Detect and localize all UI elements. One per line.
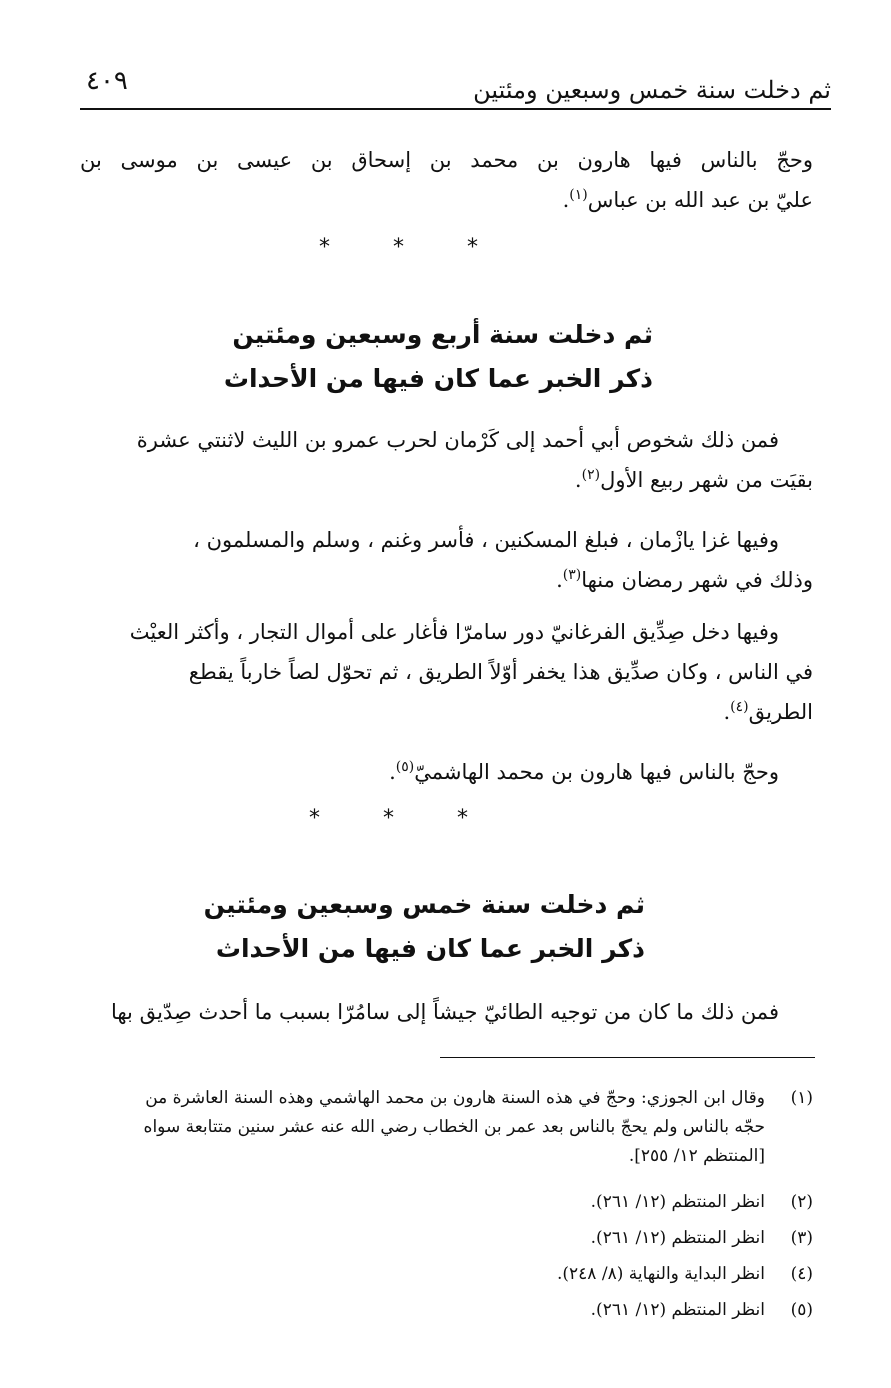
footnote-line: وقال ابن الجوزي: وحجّ في هذه السنة هارون بن محمد الهاشمي وهذه السنة العاشرة من xyxy=(145,1088,765,1108)
punctuation: . xyxy=(574,468,582,492)
paragraph-line xyxy=(80,180,813,220)
paragraph-line: فمن ذلك شخوص أبي أحمد إلى كَرْمان لحرب عمرو بن الليث لاثنتي عشرة xyxy=(136,428,779,452)
section-subheading: ذكر الخبر عما كان فيها من الأحداث xyxy=(215,934,645,963)
footnote-number: (١) xyxy=(790,1088,813,1108)
footnote-number: (٢) xyxy=(790,1192,813,1212)
footnote-line: [المنتظم ١٢/ ٢٥٥]. xyxy=(628,1146,765,1166)
paragraph-line: وحجّ بالناس فيها هارون بن محمد بن إسحاق بن عيسى بن موسى بن xyxy=(80,148,813,172)
footnote-text xyxy=(70,1084,765,1171)
footnote-4 xyxy=(70,1260,813,1289)
paragraph-line: فمن ذلك ما كان من توجيه الطائيّ جيشاً إلى سامُرّا بسبب ما أحدث صِدّيق بها xyxy=(110,1000,779,1024)
page-header xyxy=(80,62,831,110)
footnote-divider xyxy=(440,1057,815,1058)
paragraph-text: الطريق xyxy=(748,700,813,724)
section-separator: * * * xyxy=(319,235,506,260)
paragraph-line: وفيها غزا يازْمان ، فبلغ المسكنين ، فأسر وغنم ، وسلم والمسلمون ، xyxy=(193,528,779,552)
footnote-2 xyxy=(70,1188,813,1217)
punctuation: . xyxy=(556,568,563,592)
section-heading: ثم دخلت سنة خمس وسبعين ومئتين xyxy=(203,890,645,919)
footnote-number: (٥) xyxy=(790,1300,813,1320)
paragraph-line: في الناس ، وكان صدِّيق هذا يخفر أوّلاً الطريق ، ثم تحوّل لصاً خارباً يقطع xyxy=(188,660,813,684)
paragraph-text: عليّ بن عبد الله بن عباس xyxy=(587,188,813,212)
punctuation: . xyxy=(723,700,731,724)
footnote-3 xyxy=(70,1224,813,1253)
footnote-number: (٣) xyxy=(790,1228,813,1248)
paragraph-line xyxy=(72,560,813,600)
footnote-ref[interactable]: (٤) xyxy=(730,699,749,715)
paragraph-taai-army xyxy=(70,992,779,1032)
paragraph-yazman-raid xyxy=(72,520,813,600)
footnote-text: انظر المنتظم (١٢/ ٢٦١). xyxy=(590,1300,765,1320)
paragraph-line xyxy=(300,752,779,792)
footnote-number: (٤) xyxy=(790,1264,813,1284)
footnote-ref[interactable]: (٣) xyxy=(562,567,582,583)
page-number: ٤٠٩ xyxy=(86,66,128,96)
paragraph-text: وحجّ بالناس فيها هارون بن محمد الهاشميّ xyxy=(414,760,779,784)
section-subheading: ذكر الخبر عما كان فيها من الأحداث xyxy=(223,364,653,393)
footnote-5 xyxy=(70,1296,813,1325)
section-separator: * * * xyxy=(309,806,496,831)
paragraph-hajj-leader-274 xyxy=(300,752,779,792)
paragraph-text: بقيَت من شهر ربيع الأول xyxy=(600,468,813,492)
section-heading: ثم دخلت سنة أربع وسبعين ومئتين xyxy=(232,320,653,349)
paragraph-text: وذلك في شهر رمضان منها xyxy=(581,568,813,592)
paragraph-line xyxy=(72,460,813,500)
footnote-ref[interactable]: (٢) xyxy=(581,467,601,483)
punctuation: . xyxy=(389,760,396,784)
footnote-text: انظر المنتظم (١٢/ ٢٦١). xyxy=(590,1192,765,1212)
footnote-text: انظر البداية والنهاية (٨/ ٢٤٨). xyxy=(557,1264,765,1284)
paragraph-hajj-leader-273 xyxy=(80,140,813,220)
running-title: ثم دخلت سنة خمس وسبعين ومئتين xyxy=(473,76,831,104)
paragraph-line: وفيها دخل صِدِّيق الفرغانيّ دور سامرّا فأغار على أموال التجار ، وأكثر العيْث xyxy=(129,620,779,644)
paragraph-line xyxy=(72,692,813,732)
footnote-ref[interactable]: (١) xyxy=(569,187,588,203)
footnote-line: حجّه بالناس ولم يحجّ بالناس بعد عمر بن الخطاب رضي الله عنه عشر سنين متتابعة سواه xyxy=(143,1117,765,1137)
footnote-ref[interactable]: (٥) xyxy=(395,759,415,775)
footnote-text: انظر المنتظم (١٢/ ٢٦١). xyxy=(590,1228,765,1248)
punctuation: . xyxy=(562,188,570,212)
footnote-1 xyxy=(70,1084,813,1171)
paragraph-kirman-campaign xyxy=(72,420,813,500)
paragraph-siddiq-raid xyxy=(72,612,813,732)
